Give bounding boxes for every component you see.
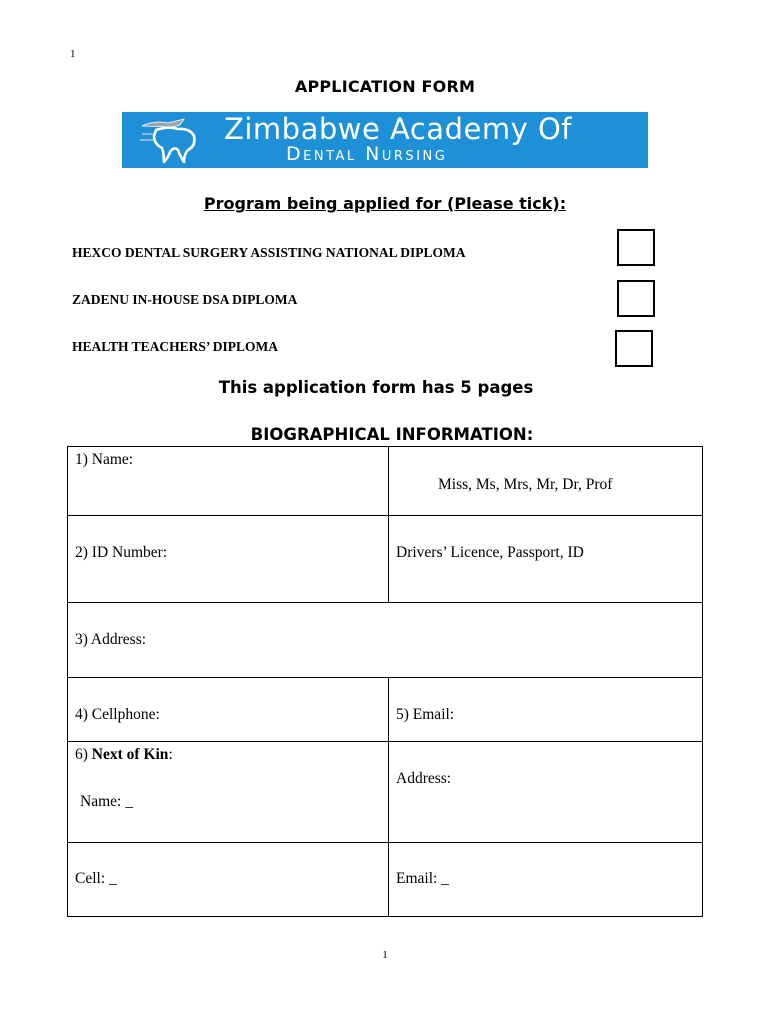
tickbox-health-teachers[interactable] <box>615 330 653 367</box>
kin-cell-cell[interactable] <box>68 843 389 917</box>
address-cell[interactable] <box>68 603 703 678</box>
program-heading: Program being applied for (Please tick): <box>203 194 567 213</box>
name-label: 1) Name: <box>75 451 134 468</box>
email-label: 5) Email: <box>396 706 455 723</box>
next-of-kin-cell[interactable] <box>68 742 389 843</box>
kin-email-label: Email: _ <box>396 870 449 887</box>
next-of-kin-label: Next of Kin <box>91 746 169 763</box>
cellphone-label: 4) Cellphone: <box>75 706 160 723</box>
page-number-bottom: 1 <box>382 949 388 961</box>
id-type-options: Drivers’ Licence, Passport, ID <box>396 544 584 561</box>
kin-email-cell[interactable] <box>389 843 703 917</box>
next-of-kin-heading <box>75 746 173 764</box>
kin-name-label: Name: _ <box>80 793 133 810</box>
program-option-health-teachers: HEALTH TEACHERS’ DIPLOMA <box>72 339 279 354</box>
program-option-zadenu: ZADENU IN-HOUSE DSA DIPLOMA <box>72 292 298 307</box>
tickbox-hexco[interactable] <box>617 229 655 266</box>
next-of-kin-number: 6) <box>75 746 92 763</box>
tooth-icon <box>134 116 204 164</box>
address-label: 3) Address: <box>75 631 147 648</box>
title-options: Miss, Ms, Mrs, Mr, Dr, Prof <box>438 476 613 493</box>
kin-address-label: Address: <box>396 770 452 787</box>
id-number-label: 2) ID Number: <box>75 544 168 561</box>
name-cell[interactable] <box>68 447 389 516</box>
logo-subtitle <box>286 143 447 165</box>
kin-cell-label: Cell: _ <box>75 870 117 887</box>
bio-table <box>67 446 703 917</box>
logo-title: Zimbabwe Academy Of <box>224 112 572 146</box>
form-title: APPLICATION FORM <box>294 77 476 96</box>
email-cell[interactable] <box>389 678 703 742</box>
cellphone-cell[interactable] <box>68 678 389 742</box>
academy-logo <box>122 112 648 168</box>
id-number-cell[interactable] <box>68 516 389 603</box>
program-option-hexco: HEXCO DENTAL SURGERY ASSISTING NATIONAL DIPLOMA <box>72 245 466 260</box>
pages-note: This application form has 5 pages <box>218 378 534 397</box>
next-of-kin-colon: : <box>168 746 173 763</box>
kin-address-cell[interactable] <box>389 742 703 843</box>
title-cell[interactable] <box>389 447 703 516</box>
id-type-cell[interactable] <box>389 516 703 603</box>
page-number-top: 1 <box>70 48 76 60</box>
logo-subtitle-text: Dental Nursing <box>286 143 448 165</box>
bio-heading: BIOGRAPHICAL INFORMATION: <box>250 425 534 444</box>
tickbox-zadenu[interactable] <box>617 280 655 317</box>
